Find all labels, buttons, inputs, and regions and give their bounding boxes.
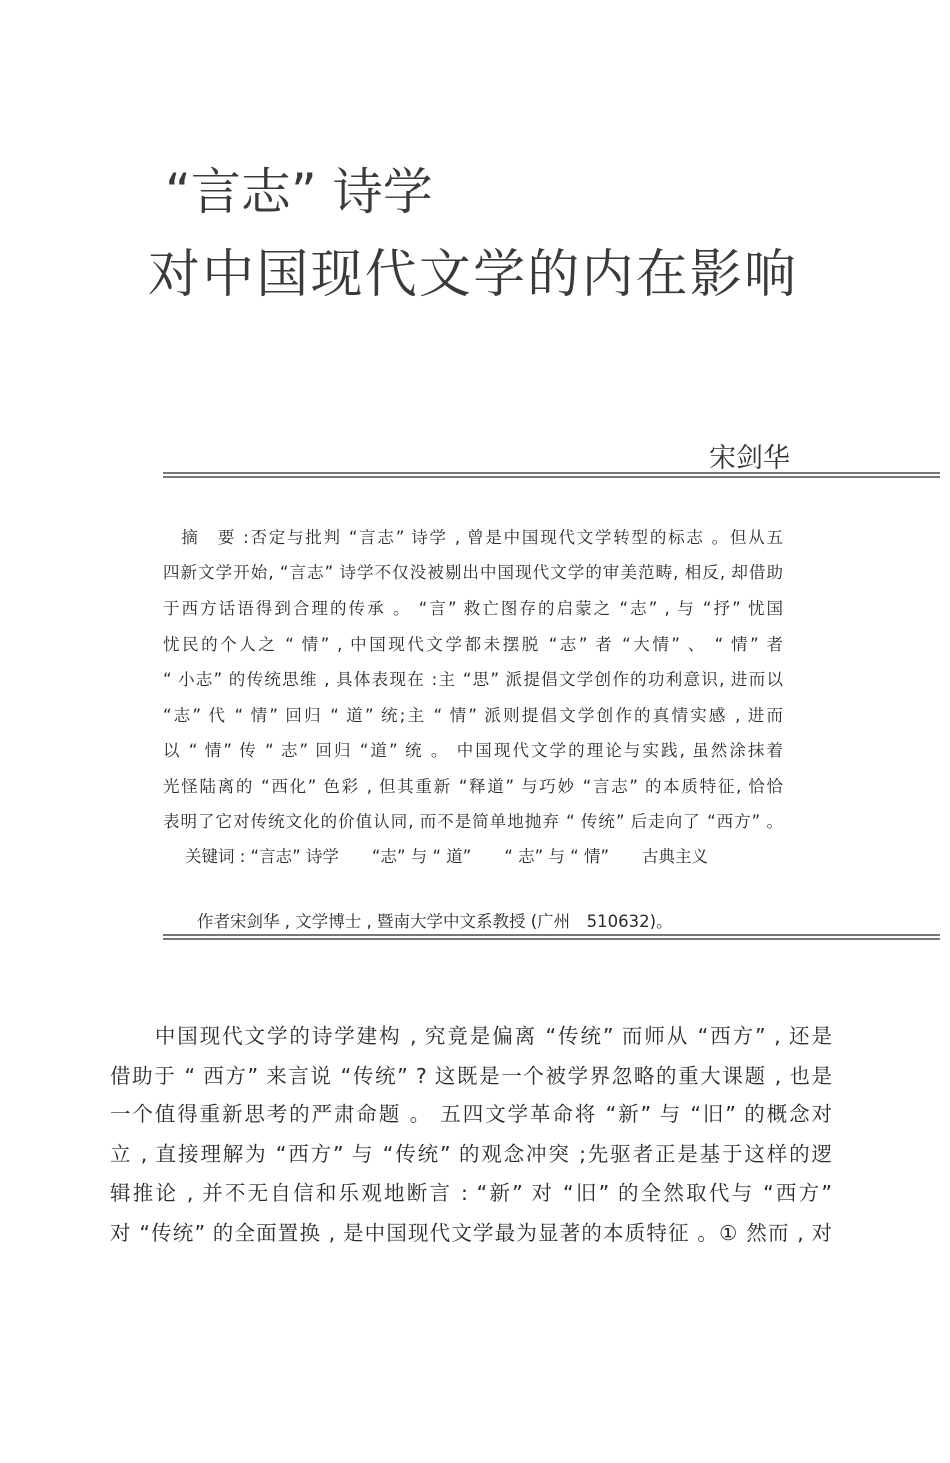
abstract-line: 于西方话语得到合理的传承 。 “言” 救亡图存的启蒙之 “志” , 与 “抒” 忧国	[163, 599, 783, 618]
abstract-line: “ 小志” 的传统思维 , 具体表现在 :主 “思” 派提倡文学创作的功利意识, 进而以	[163, 670, 783, 689]
body-line: 一个值得重新思考的严肃命题 。 五四文学革命将 “新” 与 “旧” 的概念对	[110, 1102, 832, 1126]
keywords: 关键词 : “言志” 诗学 “志” 与 “ 道” “ 志” 与 “ 情” 古典主义	[185, 847, 708, 866]
body-line: 辑推论 , 并不无自信和乐观地断言 : “新” 对 “旧” 的全然取代与 “西方”	[110, 1181, 832, 1205]
abstract-line: 忧民的个人之 “ 情” , 中国现代文学都未摆脱 “志” 者 “大情” 、 “ 情” 者	[163, 635, 783, 654]
body-line: 对 “传统” 的全面置换 , 是中国现代文学最为显著的本质特征 。① 然而 , 对	[110, 1221, 832, 1245]
body-line: 借助于 “ 西方” 来言说 “传统” ? 这既是一个被学界忽略的重大课题 , 也是	[110, 1064, 832, 1088]
abstract-line: “志” 代 “ 情” 回归 “ 道” 统;主 “ 情” 派则提倡文学创作的真情实感 , 进而	[163, 706, 783, 725]
abstract-line: 摘 要 :否定与批判 “言志” 诗学 , 曾是中国现代文学转型的标志 。但从五	[163, 528, 783, 547]
author-note: 作者宋剑华 , 文学博士 , 暨南大学中文系教授 (广州 510632)。	[197, 912, 673, 931]
title-line-2: 对中国现代文学的内在影响	[148, 245, 796, 305]
body-line: 中国现代文学的诗学建构 , 究竟是偏离 “传统” 而师从 “西方” , 还是	[110, 1024, 832, 1048]
abstract-line: 四新文学开始, “言志” 诗学不仅没被剔出中国现代文学的审美范畴, 相反, 却借助	[163, 563, 783, 582]
author-name: 宋剑华	[709, 443, 790, 474]
divider-bottom	[163, 934, 940, 940]
abstract-line: 光怪陆离的 “西化” 色彩 , 但其重新 “释道” 与巧妙 “言志” 的本质特征, 恰恰	[163, 777, 783, 796]
abstract-line: 以 “ 情” 传 “ 志” 回归 “道” 统 。 中国现代文学的理论与实践, 虽然涂抹着	[163, 741, 783, 760]
body-line: 立 , 直接理解为 “西方” 与 “传统” 的观念冲突 ;先驱者正是基于这样的逻	[110, 1142, 832, 1166]
title-line-1: “言志” 诗学	[165, 163, 433, 221]
abstract-line: 表明了它对传统文化的价值认同, 而不是简单地抛弃 “ 传统” 后走向了 “西方” 。	[163, 812, 783, 831]
divider-top	[163, 472, 940, 478]
